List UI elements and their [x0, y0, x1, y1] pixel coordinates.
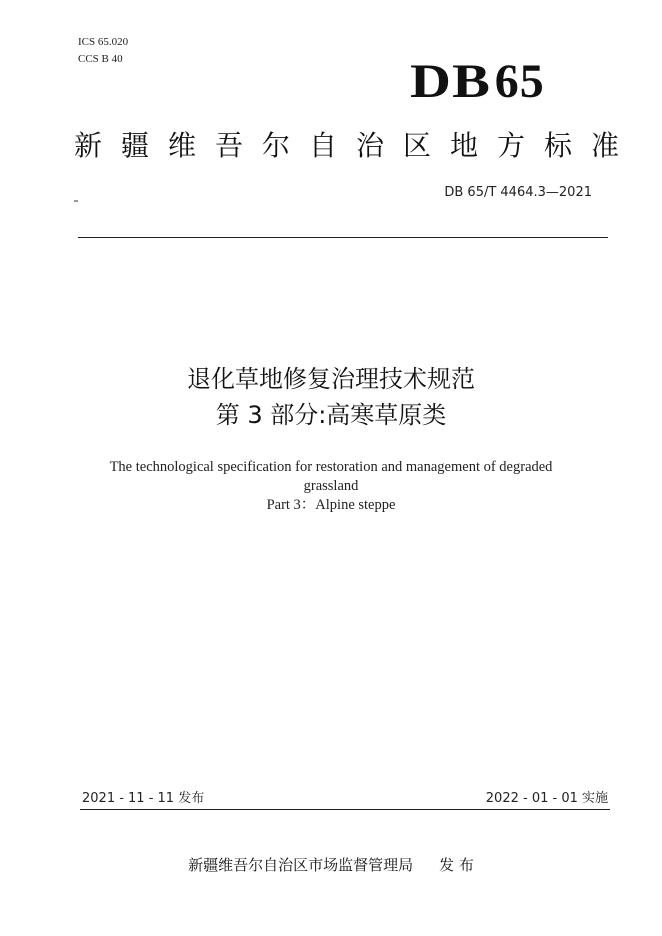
implement-date: 2022 - 01 - 01 实施 [485, 791, 608, 806]
issuer-action: 发 布 [439, 856, 474, 874]
scan-speck [74, 200, 78, 202]
ccs-code: CCS B 40 [78, 53, 123, 65]
english-title-line-2: grassland [303, 478, 359, 494]
db-logo-number: 65 [494, 55, 545, 108]
ics-code: ICS 65.020 [78, 36, 129, 48]
issuer-line [0, 855, 662, 875]
english-title-line-3: Part 3：Alpine steppe [266, 497, 396, 513]
chinese-title [0, 361, 662, 433]
chinese-title-line-1: 退化草地修复治理技术规范 [187, 365, 475, 393]
bottom-divider [80, 809, 610, 810]
english-title-line-1: The technological specification for restoration and management of degraded [109, 459, 553, 475]
db-standard-logo [410, 54, 545, 110]
classification-codes [78, 34, 128, 68]
db-logo-letters: DB [410, 55, 492, 108]
standard-number: DB 65/T 4464.3—2021 [444, 185, 592, 200]
standard-type-heading: 新疆维吾尔自治区地方标准 [74, 129, 639, 162]
publish-date: 2021 - 11 - 11 发布 [82, 791, 205, 806]
english-title [80, 458, 582, 515]
issuer-name: 新疆维吾尔自治区市场监督管理局 [188, 856, 414, 874]
top-divider [78, 237, 608, 238]
chinese-title-line-2: 第 3 部分:高寒草原类 [215, 401, 447, 429]
